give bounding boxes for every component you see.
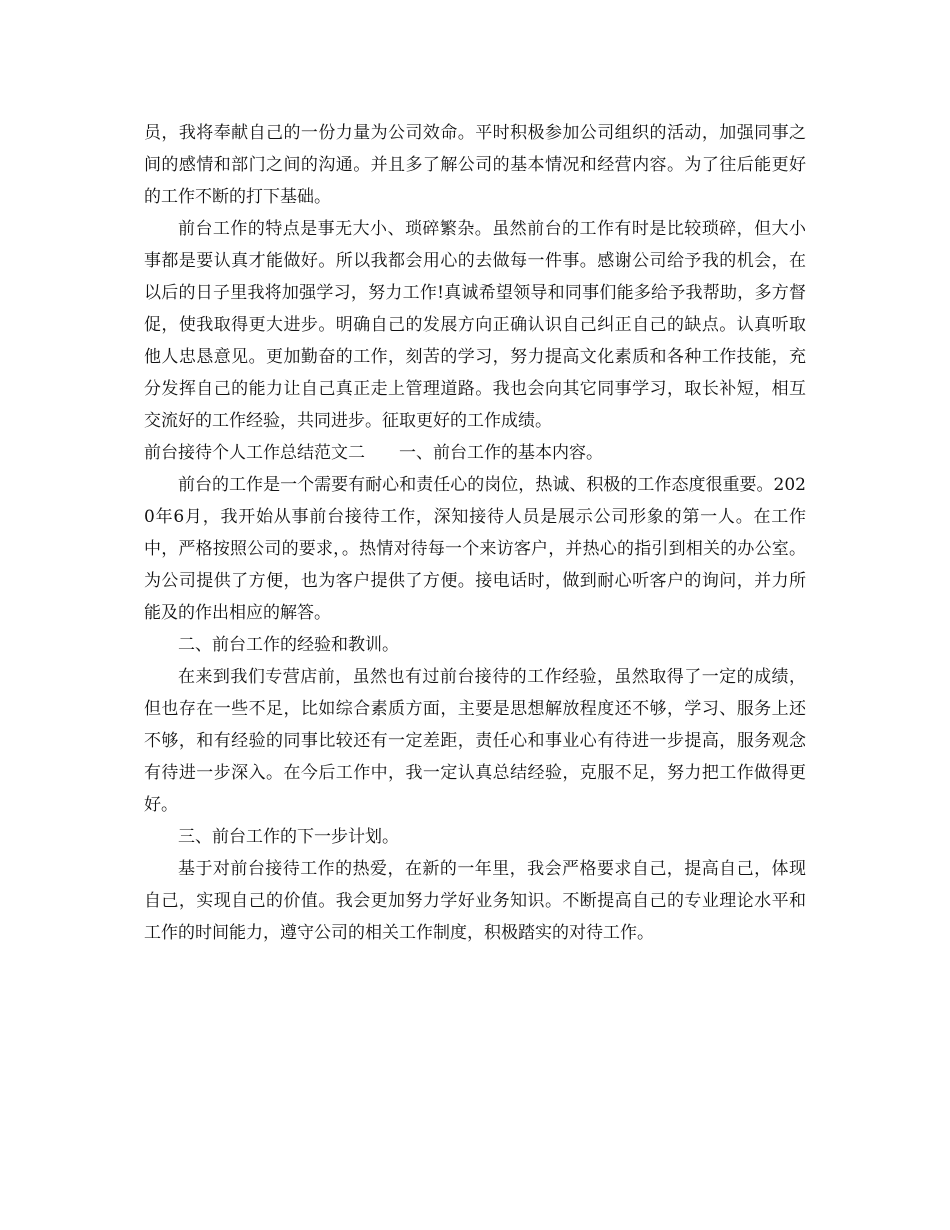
document-body — [144, 117, 806, 949]
section-heading-sample-two: 前台接待个人工作总结范文二 一、前台工作的基本内容。 — [144, 443, 603, 463]
paragraph-next-plan: 基于对前台接待工作的热爱，在新的一年里，我会严格要求自己，提高自己，体现自己，实现自己的价值。我会更加努力学好业务知识。不断提高自己的专业理论水平和工作的时间能力，遵守公司的相关工作制度，积极踏实的对待工作。 — [144, 859, 806, 943]
paragraph-basic-content: 前台的工作是一个需要有耐心和责任心的岗位，热诚、积极的工作态度很重要。2020年6月，我开始从事前台接待工作，深知接待人员是展示公司形象的第一人。在工作中，严格按照公司的要求，。热情对待每一个来访客户，并热心的指引到相关的办公室。为公司提供了方便，也为客户提供了方便。接电话时，做到耐心听客户的询问，并力所能及的作出相应的解答。 — [144, 475, 806, 623]
paragraph-experience-lessons: 在来到我们专营店前，虽然也有过前台接待的工作经验，虽然取得了一定的成绩，但也存在一些不足，比如综合素质方面，主要是思想解放程度还不够，学习、服务上还不够，和有经验的同事比较还有一定差距，责任心和事业心有待进一步提高，服务观念有待进一步深入。在今后工作中，我一定认真总结经验，克服不足，努力把工作做得更好。 — [144, 667, 806, 815]
heading-experience-lessons: 二、前台工作的经验和教训。 — [178, 635, 399, 655]
paragraph-continuation: 员，我将奉献自己的一份力量为公司效命。平时积极参加公司组织的活动，加强同事之间的感情和部门之间的沟通。并且多了解公司的基本情况和经营内容。为了往后能更好的工作不断的打下基础。 — [144, 123, 806, 207]
heading-next-plan: 三、前台工作的下一步计划。 — [178, 827, 399, 847]
paragraph-front-desk-traits: 前台工作的特点是事无大小、琐碎繁杂。虽然前台的工作有时是比较琐碎，但大小事都是要认真才能做好。所以我都会用心的去做每一件事。感谢公司给予我的机会，在以后的日子里我将加强学习，努力工作!真诚希望领导和同事们能多给予我帮助，多方督促，使我取得更大进步。明确自己的发展方向正确认识自己纠正自己的缺点。认真听取他人忠恳意见。更加勤奋的工作，刻苦的学习，努力提高文化素质和各种工作技能，充分发挥自己的能力让自己真正走上管理道路。我也会向其它同事学习，取长补短，相互交流好的工作经验，共同进步。征取更好的工作成绩。 — [144, 219, 806, 431]
